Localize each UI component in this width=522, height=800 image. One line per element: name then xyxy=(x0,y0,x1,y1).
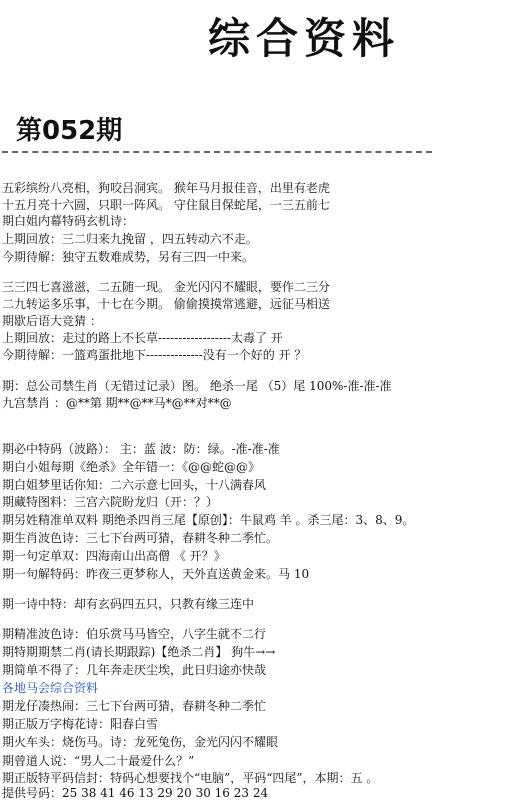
text-line: 期：总公司禁生肖（无错过记录）图。 绝杀一尾 （5）尾 100%-准-准-准 xyxy=(2,379,392,393)
text-line: 提供号码：25 38 41 46 13 29 20 30 16 23 24 xyxy=(2,786,269,800)
text-line: 期必中特码（波路）： 主：蓝 波：防：绿。-准-准-准 xyxy=(2,442,280,456)
text-line: 期火车头：烧伤马。诗：龙死兔伤，金光闪闪不耀眼 xyxy=(2,735,279,749)
text-line: 期一句解特码：昨夜三更梦称人，天外直送黄金来。马 10 xyxy=(2,567,310,581)
text-line: 期龙仔凑热闹：三七下台两可猜，春耕冬种二季忙 xyxy=(2,699,267,713)
text-line: 期另姓精准单双料 期绝杀四肖三尾【原创】：牛鼠鸡 羊 。杀三尾：3、8、9。 xyxy=(2,513,415,527)
text-line: 期曾道人说：“男人二十最爱什么？” xyxy=(2,754,195,768)
dashed-divider xyxy=(2,151,432,153)
text-line: 期歇后语大竞猜 ： xyxy=(2,314,102,328)
text-line: 上期回放：走过的路上不长草------------------太毒了 开 xyxy=(2,331,283,345)
page-title: 综合资料 xyxy=(208,14,401,63)
text-line: 期白姐内幕特码玄机诗： xyxy=(2,214,135,228)
text-line: 期一句定单双：四海南山出高僧 《 开？》 xyxy=(2,549,226,563)
text-line: 期一诗中特：却有玄码四五只，只教有缘三连中 xyxy=(2,597,255,611)
text-line: 十五月亮十六圆，只职一阵风。 守住鼠目保蛇尾，一三五前七 xyxy=(2,198,330,212)
text-line: 期正版特平码信封：特码心想要找个“电脑”，平码“四尾”，本期：五 。 xyxy=(2,771,379,785)
text-line: 今期待解：一篮鸡蛋批地下--------------没有一个好的 开 ？ xyxy=(2,348,307,362)
text-line: 三三四七喜滋滋，二五随一现。 金光闪闪不耀眼，要作二三分 xyxy=(2,280,330,294)
issue-number: 第052期 xyxy=(16,116,123,146)
text-line: 期白小姐每期《绝杀》全年错一：《@@蛇@@》 xyxy=(2,460,261,474)
text-line: 期正版万字梅花诗：阳春白雪 xyxy=(2,717,159,731)
section-heading: 各地马会综合资料 xyxy=(2,681,99,695)
text-line: 期白姐梦里话你知：二六示意七回头，十八满春风 xyxy=(2,478,267,492)
text-line: 上期回放：三二归来九挽留 ，四五转动六不走。 xyxy=(2,232,258,246)
text-line: 二九转运多乐事，十七在今期。 偷偷摸摸常逃避，远征马相送 xyxy=(2,297,330,311)
text-line: 九宫禁肖 ：@**第 期**@**马*@**对**@ xyxy=(2,396,232,410)
text-line: 期简单不得了：几年奔走厌尘埃，此日归途亦快哉 xyxy=(2,663,267,677)
text-line: 今期待解：独守五数难成势，另有三四一中来。 xyxy=(2,250,255,264)
text-line: 期精准波色诗：伯乐赏马马皆空，八字生就不二行 xyxy=(2,627,267,641)
text-line: 期特期期禁二肖(请长期跟踪)【绝杀二肖】 狗牛→→ xyxy=(2,645,276,659)
text-line: 期藏特图料：三宫六院盼龙归（开：？） xyxy=(2,495,219,509)
text-line: 期生肖波色诗：三七下台两可猜，春耕冬种二季忙。 xyxy=(2,531,279,545)
text-line: 五彩缤纷八亮相，狗咬吕洞宾。 猴年马月报佳音，出里有老虎 xyxy=(2,181,330,195)
